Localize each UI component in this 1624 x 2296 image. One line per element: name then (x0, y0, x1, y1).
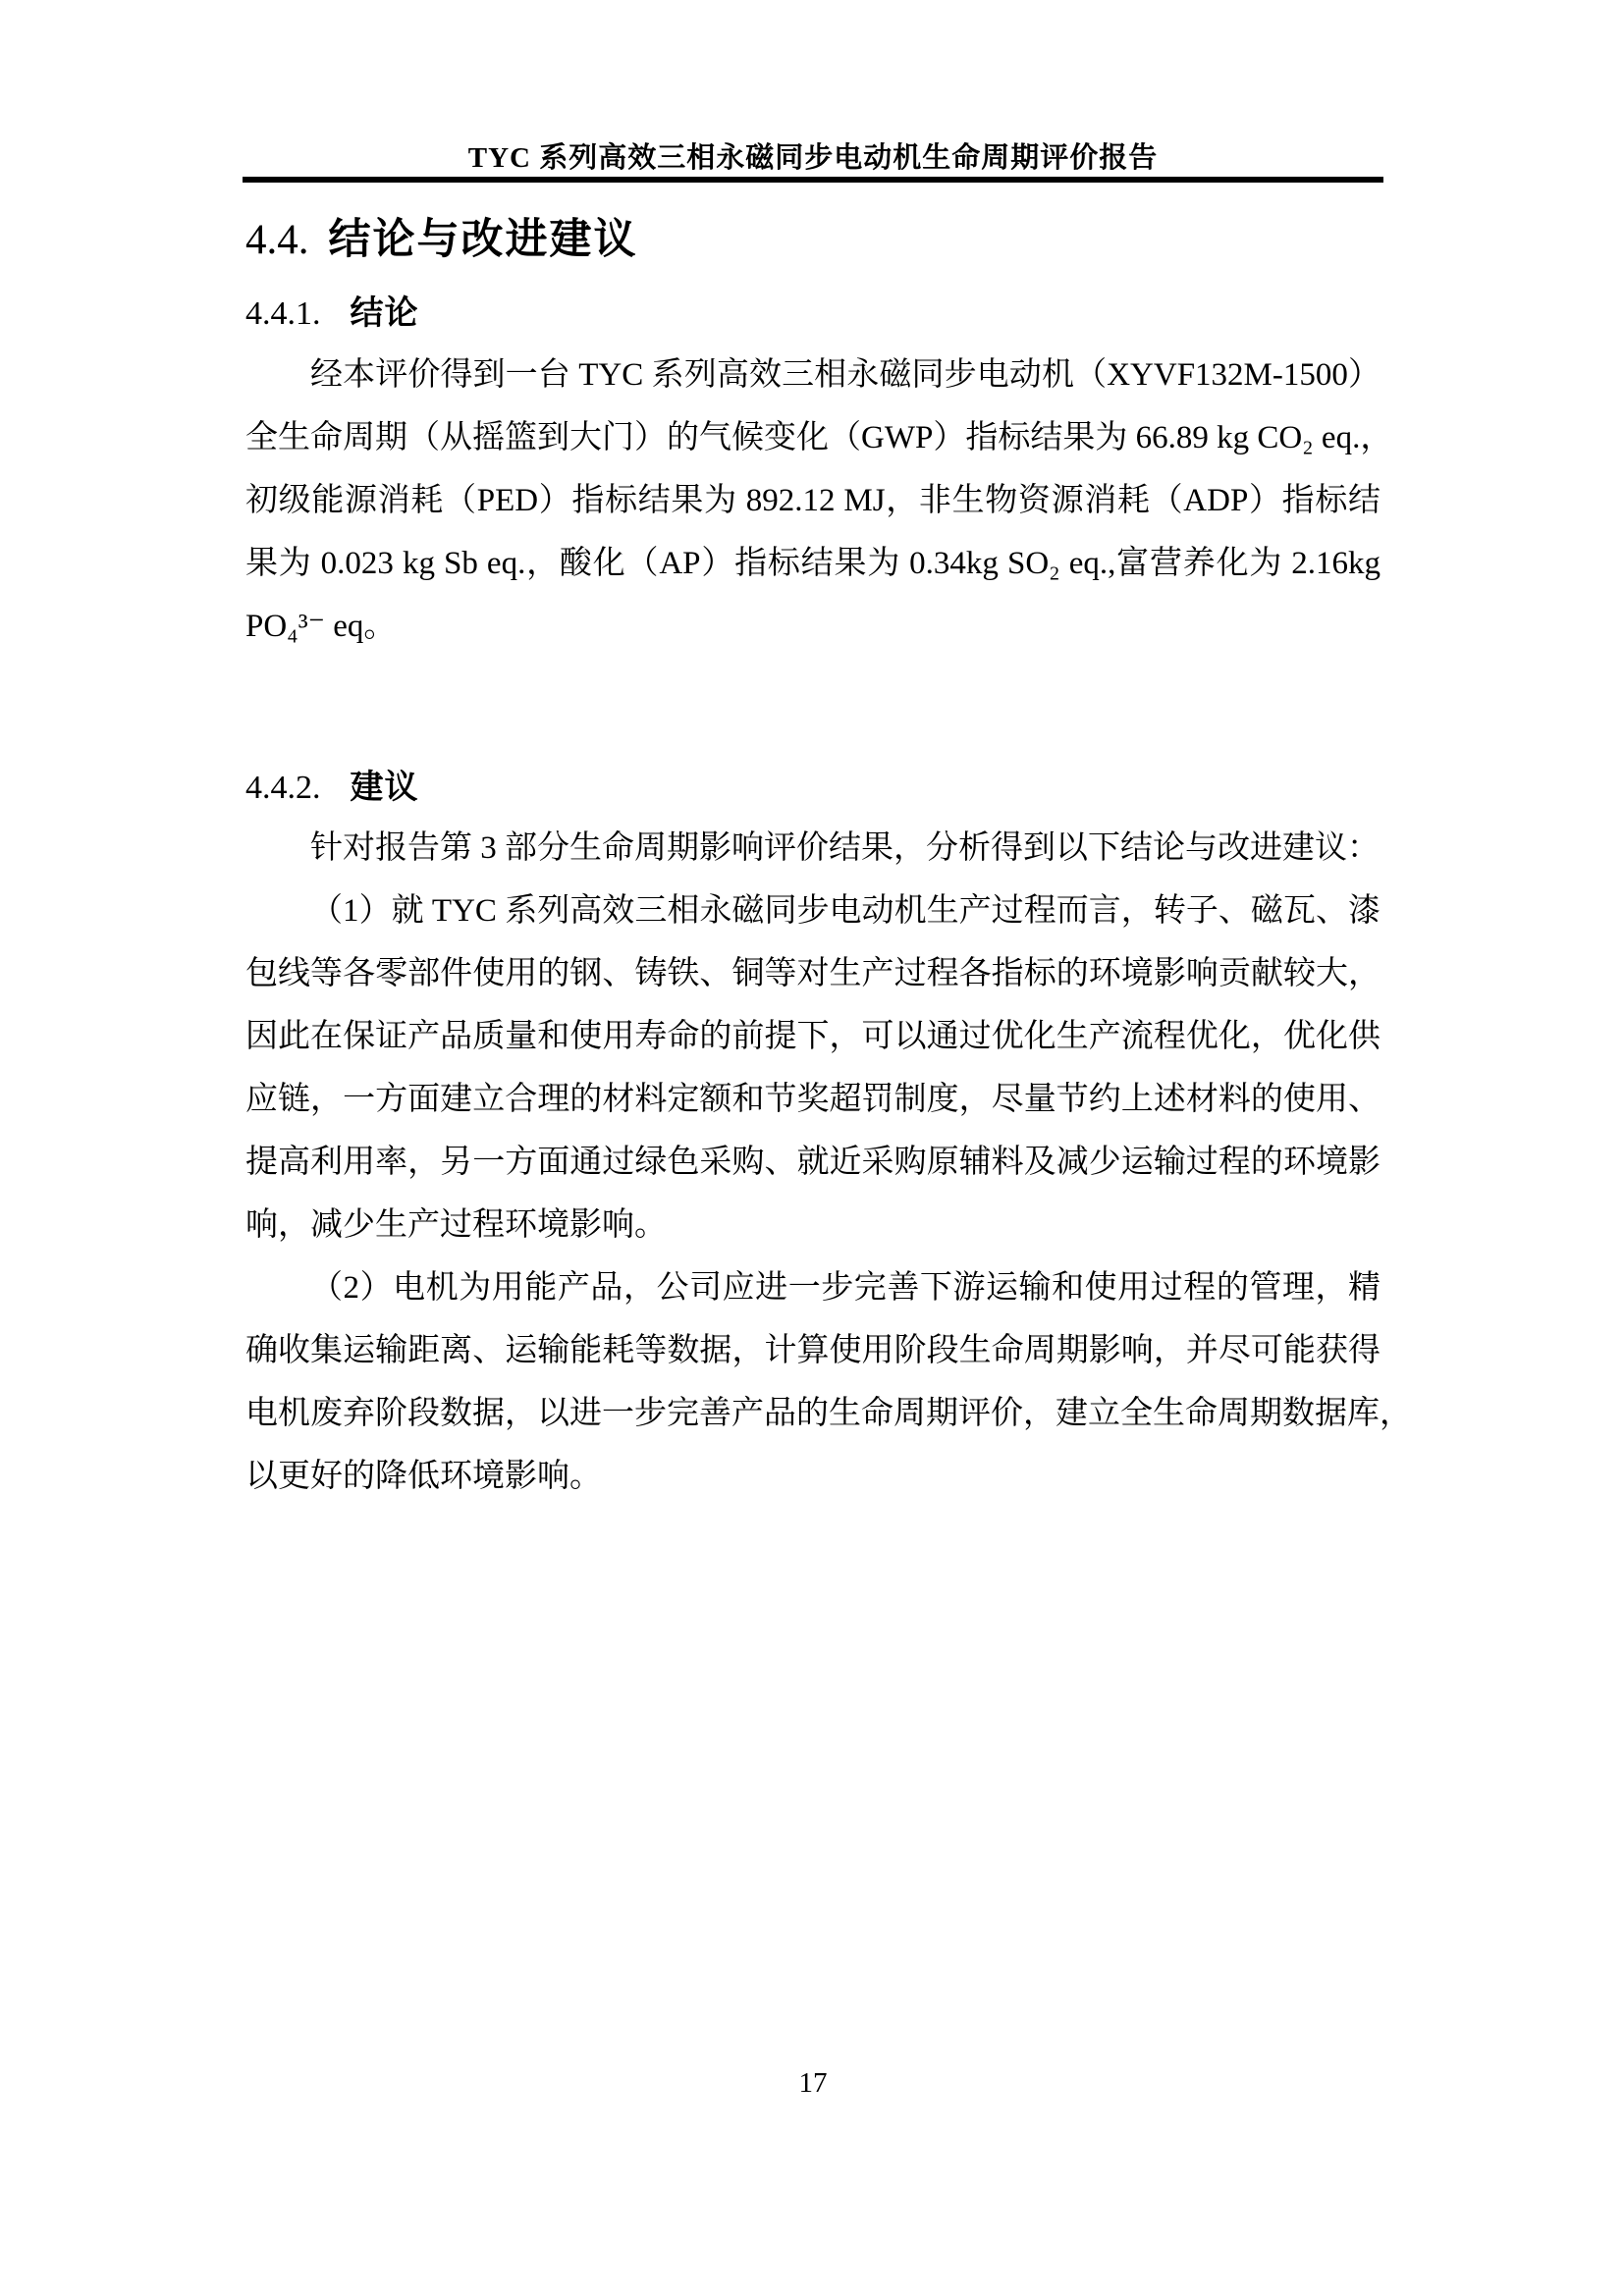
section-heading-text: 结论与改进建议 (328, 216, 638, 263)
body-line: 因此在保证产品质量和使用寿命的前提下，可以通过优化生产流程优化，优化供 (245, 1019, 1380, 1054)
body-line: （1）就 TYC 系列高效三相永磁同步电动机生产过程而言，转子、磁瓦、漆 (310, 893, 1380, 929)
page-number: 17 (798, 2067, 828, 2099)
body-line: 果为 0.023 kg Sb eq.，酸化（AP）指标结果为 0.34kg SO₂ eq.,富营养化为 2.16kg (245, 546, 1380, 581)
subsection-heading-text: 结论 (350, 294, 419, 332)
body-line: （2）电机为用能产品，公司应进一步完善下游运输和使用过程的管理，精 (310, 1270, 1380, 1306)
body-line: 以更好的降低环境影响。 (245, 1459, 602, 1494)
subsection-heading-number: 4.4.2. (245, 770, 321, 806)
subsection-heading-number: 4.4.1. (245, 295, 321, 332)
body-line: 经本评价得到一台 TYC 系列高效三相永磁同步电动机（XYVF132M-1500） (310, 357, 1380, 393)
body-line: 电机废弃阶段数据，以进一步完善产品的生命周期评价，建立全生命周期数据库， (245, 1396, 1412, 1431)
body-line: 应链，一方面建立合理的材料定额和节奖超罚制度，尽量节约上述材料的使用、 (245, 1082, 1380, 1117)
section-heading-number: 4.4. (245, 217, 309, 263)
body-line: 提高利用率，另一方面通过绿色采购、就近采购原辅料及减少运输过程的环境影 (245, 1145, 1380, 1180)
suggestion-paragraph-2 (245, 1256, 1412, 1508)
running-header-title: TYC 系列高效三相永磁同步电动机生命周期评价报告 (467, 142, 1159, 174)
body-line: 全生命周期（从摇篮到大门）的气候变化（GWP）指标结果为 66.89 kg CO₂ eq.， (245, 420, 1393, 455)
body-line: 初级能源消耗（PED）指标结果为 892.12 MJ，非生物资源消耗（ADP）指标结 (245, 483, 1380, 518)
header-rule (243, 177, 1383, 183)
subsection-heading-conclusion (245, 291, 419, 337)
suggestion-intro-paragraph (245, 817, 1380, 880)
body-line: 针对报告第 3 部分生命周期影响评价结果，分析得到以下结论与改进建议： (310, 830, 1380, 866)
subsection-heading-text: 建议 (350, 769, 419, 806)
suggestion-paragraph-1 (245, 880, 1380, 1256)
body-line: PO₄³⁻ eq。 (245, 609, 397, 644)
section-heading (245, 212, 638, 268)
body-line: 响，减少生产过程环境影响。 (245, 1207, 667, 1243)
subsection-heading-suggestion (245, 765, 419, 811)
body-line: 包线等各零部件使用的钢、铸铁、铜等对生产过程各指标的环境影响贡献较大， (245, 956, 1380, 991)
conclusion-paragraph (245, 344, 1393, 658)
body-line: 确收集运输距离、运输能耗等数据，计算使用阶段生命周期影响，并尽可能获得 (245, 1333, 1380, 1368)
